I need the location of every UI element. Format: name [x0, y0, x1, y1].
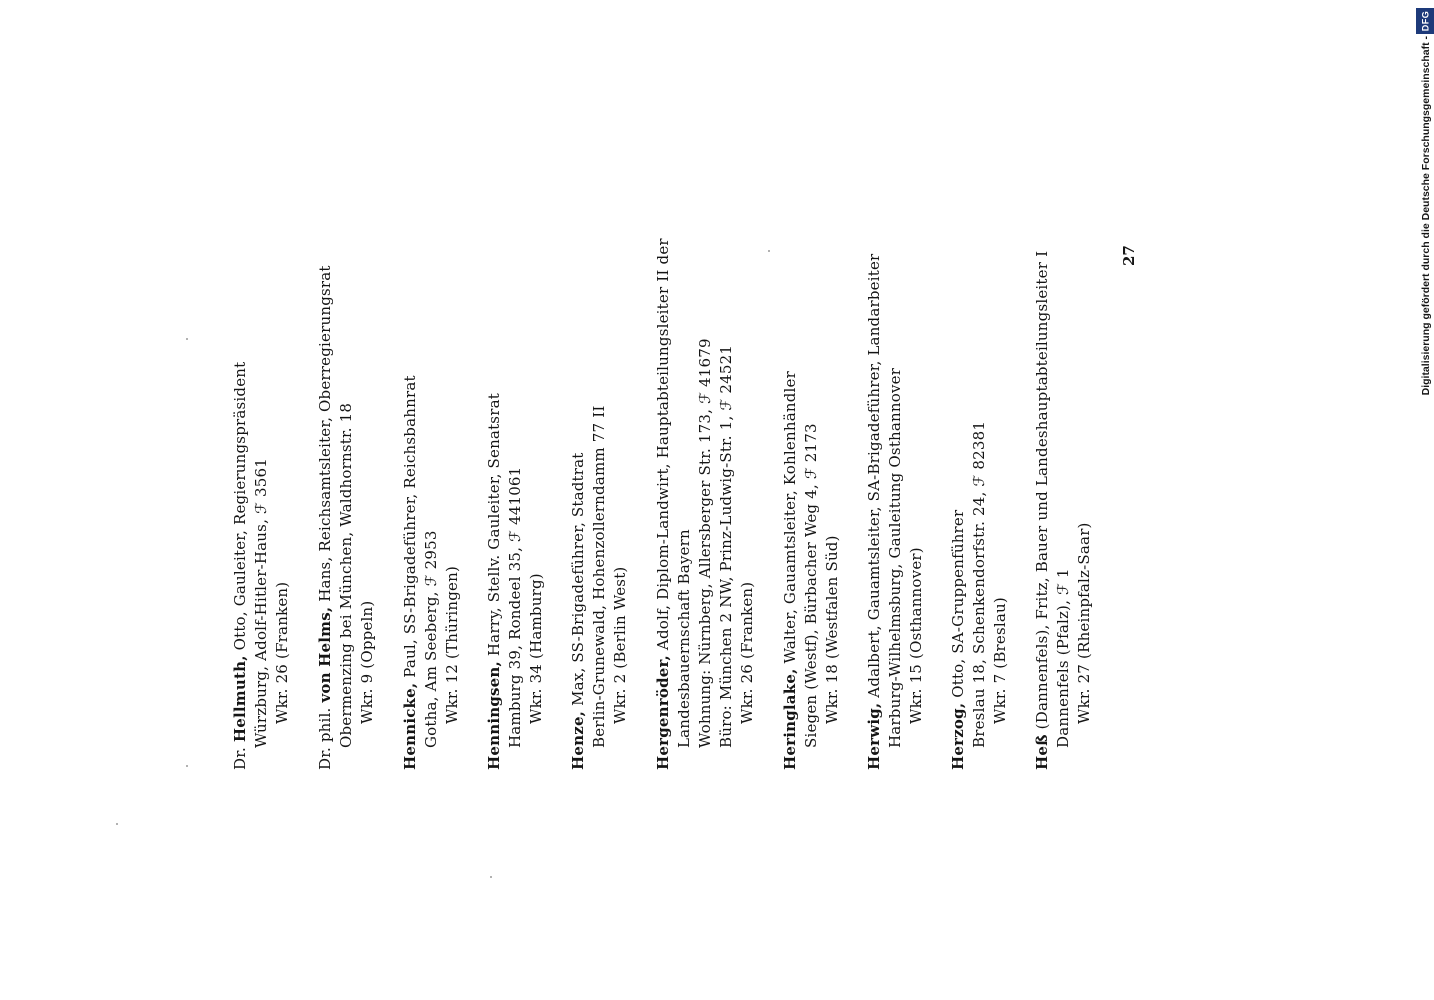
entry-line-1 [484, 240, 505, 770]
entry-constituency: Wkr. 7 (Breslau) [991, 597, 1009, 724]
digitization-credit [1416, 36, 1434, 396]
entry-herwig [864, 240, 927, 770]
entry-address: Dannenfels (Pfalz), ℱ 1 [1054, 568, 1072, 748]
dfg-logo-text: DFG [1420, 10, 1430, 32]
entry-name: Heringlake, [781, 668, 799, 770]
entry-line-1 [948, 240, 969, 770]
entry-name: Hellmuth, [231, 655, 249, 743]
entry-address: Berlin-Grunewald, Hohenzollerndamm 77 II [590, 405, 608, 748]
entry-name: Henze, [569, 710, 587, 770]
entry-details: Paul, SS-Brigadeführer, Reichsbahnrat [401, 375, 419, 678]
entry-line-1 [780, 240, 801, 770]
entry-address: Breslau 18, Schenkendorfstr. 24, ℱ 82381 [970, 420, 988, 748]
entry-constituency: Wkr. 2 (Berlin West) [611, 566, 629, 724]
entry-details: Walter, Gauamtsleiter, Kohlenhändler [781, 371, 799, 664]
entry-constituency: Wkr. 12 (Thüringen) [443, 565, 461, 724]
entry-address: Obermenzing bei München, Waldhornstr. 18 [337, 402, 355, 748]
entry-name: Herzog, [949, 702, 967, 770]
entry-address: Gotha, Am Seeberg, ℱ 2953 [422, 530, 440, 748]
entry-line-1 [400, 240, 421, 770]
entry-hennicke [400, 240, 463, 770]
entry-hergenroeder [653, 240, 758, 770]
entry-details: Otto, Gauleiter, Regierungspräsident [231, 361, 249, 651]
entry-constituency: Wkr. 15 (Osthannover) [907, 547, 925, 724]
entry-name: von Helms, [316, 606, 334, 703]
entry-hess [1032, 240, 1095, 770]
scan-speck [116, 823, 118, 825]
entry-address: Hamburg 39, Rondeel 35, ℱ 441061 [506, 466, 524, 748]
entry-constituency: Wkr. 18 (Westfalen Süd) [823, 535, 841, 724]
entry-line-1 [864, 240, 885, 770]
entry-line-1 [315, 240, 336, 770]
entry-hellmuth [230, 240, 293, 770]
entry-name: Hergenröder, [654, 655, 672, 770]
entry-name: Heß [1033, 734, 1051, 770]
entry-von-helms [315, 240, 378, 770]
entry-details: Hans, Reichsamtsleiter, Oberregierungsrat [316, 265, 334, 602]
entry-home-address: Wohnung: Nürnberg, Allersberger Str. 173, ℱ 41679 [696, 338, 714, 748]
entry-prefix: Dr. [231, 747, 249, 770]
entry-address: Harburg-Wilhelmsburg, Gauleitung Osthannover [886, 367, 904, 748]
entry-line-1 [230, 240, 251, 770]
entry-constituency: Wkr. 26 (Franken) [738, 581, 756, 724]
entry-details: Adalbert, Gauamtsleiter, SA-Brigadeführer, Landarbeiter [865, 253, 883, 698]
entry-name: Herwig, [865, 702, 883, 770]
entry-name: Henningsen, [485, 661, 503, 770]
entry-office-address: Büro: München 2 NW, Prinz-Ludwig-Str. 1, ℱ 24521 [717, 344, 735, 748]
entry-address: Würzburg, Adolf-Hitler-Haus, ℱ 3561 [252, 458, 270, 748]
entry-herzog [948, 240, 1011, 770]
entry-details: (Dannenfels), Fritz, Bauer und Landeshauptabteilungsleiter I [1033, 250, 1051, 730]
entry-constituency: Wkr. 9 (Oppeln) [358, 600, 376, 724]
directory-entries [230, 240, 1130, 770]
entry-details: Adolf, Diplom-Landwirt, Hauptabteilungsleiter II der [654, 238, 672, 651]
entry-name: Hennicke, [401, 682, 419, 770]
entry-constituency: Wkr. 34 (Hamburg) [527, 573, 545, 724]
entry-henze [568, 240, 631, 770]
scan-speck [768, 250, 770, 252]
scan-speck [490, 876, 492, 878]
entry-details: Harry, Stellv. Gauleiter, Senatsrat [485, 393, 503, 657]
entry-organisation: Landesbauernschaft Bayern [675, 529, 693, 748]
scan-speck [186, 338, 188, 340]
entry-constituency: Wkr. 26 (Franken) [273, 581, 291, 724]
entry-heringlake [780, 240, 843, 770]
entry-henningsen [484, 240, 547, 770]
scan-speck [186, 765, 188, 767]
entry-details: Max, SS-Brigadeführer, Stadtrat [569, 452, 587, 706]
dfg-logo [1416, 8, 1434, 34]
page-number: 27 [1120, 245, 1138, 266]
entry-details: Otto, SA-Gruppenführer [949, 509, 967, 698]
entry-line-1 [568, 240, 589, 770]
entry-constituency: Wkr. 27 (Rheinpfalz-Saar) [1075, 522, 1093, 724]
entry-line-1 [1032, 240, 1053, 770]
entry-address: Siegen (Westf), Bürbacher Weg 4, ℱ 2173 [802, 423, 820, 748]
entry-line-1 [653, 240, 674, 770]
entry-prefix: Dr. phil. [316, 707, 334, 770]
credit-text: Digitalisierung gefördert durch die Deutsche Forschungsgemeinschaft - [1420, 36, 1432, 396]
